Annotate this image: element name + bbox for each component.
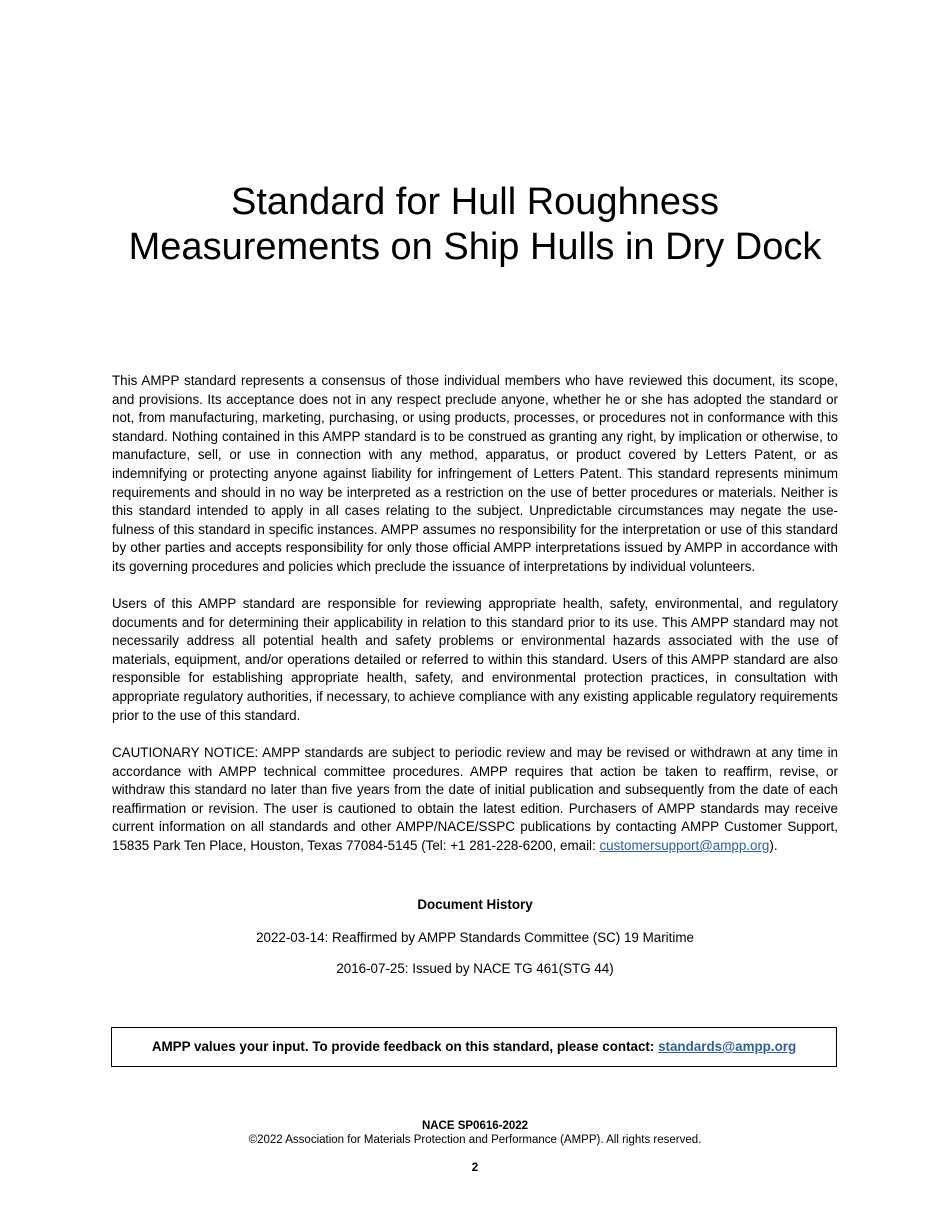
document-history-heading: Document History [417, 897, 533, 912]
title-line-2: Measurements on Ship Hulls in Dry Dock [128, 226, 822, 268]
footer-document-code: NACE SP0616-2022 [421, 1120, 529, 1132]
standards-email-link[interactable]: standards@ampp.org [658, 1039, 797, 1054]
cautionary-notice-end: ). [769, 837, 778, 853]
page-number: 2 [471, 1162, 479, 1174]
document-title [0, 180, 950, 270]
feedback-box [111, 1027, 837, 1067]
user-responsibility-paragraph: Users of this AMPP standard are responsible for reviewing appropriate health, safety, environmental, and regulatory documents and for determining their applicability in relation to this standard prior to its use. This AMPP standard may not necessarily address all potential health and safety problems or environmental hazards associated with the use of materials, equipment, and/or operations detailed or referred to within this standard. Users of this AMPP standard are also responsible for establishing appropriate health, safety, and environmental protection practices, in consultation with appropriate regulatory authorities, if necessary, to achieve compliance with any existing applicable regulatory requirements prior to the use of this standard. [112, 596, 838, 723]
cautionary-notice-text: CAUTIONARY NOTICE: AMPP standards are subject to periodic review and may be revised or withdrawn at any time in accordance with AMPP technical committee procedures. AMPP requires that action be taken to reaffirm, revise, or withdraw this standard no later than five years from the date of initial publication and subsequently from the date of each reaffirmation or revision. The user is cautioned to obtain the latest edition. Purchasers of AMPP standards may receive current information on all standards and other AMPP/NACE/SSPC publications by contacting AMPP Customer Support, 15835 Park Ten Place, Houston, Texas 77084-5145 (Tel: +1 281-228-6200, email: [112, 745, 838, 853]
footer-copyright: ©2022 Association for Materials Protection and Performance (AMPP). All rights reserved. [248, 1134, 702, 1146]
disclaimer-paragraph: This AMPP standard represents a consensus of those individual members who have reviewed this document, its scope, and provisions. Its acceptance does not in any respect preclude anyone, whether he or she has adopted the standard or not, from manufacturing, marketing, purchasing, or using products, processes, or procedures not in conformance with this standard. Nothing contained in this AMPP standard is to be construed as granting any right, by implication or otherwise, to manufacture, sell, or use in connection with any method, apparatus, or product covered by Letters Patent, or as indemnifying or protecting anyone against liability for infringement of Letters Patent. This standard represents minimum requirements and should in no way be interpreted as a restriction on the use of better procedures or materials. Neither is this standard intended to apply in all cases relating to the subject. Unpredictable circumstances may negate the usefulness of this standard in specific instances. AMPP assumes no responsibility for the interpretation or use of this standard by other parties and accepts responsibility for only those official AMPP interpretations issued by AMPP in accordance with its governing procedures and policies which preclude the issuance of interpretations by individual volunteers. [112, 373, 838, 574]
feedback-text: AMPP values your input. To provide feedback on this standard, please contact: [151, 1039, 659, 1054]
title-line-1: Standard for Hull Roughness [231, 181, 719, 223]
cautionary-notice-paragraph [112, 744, 838, 856]
history-entry: 2022-03-14: Reaffirmed by AMPP Standards Committee (SC) 19 Maritime [256, 930, 694, 945]
customer-support-email-link[interactable]: customersupport@ampp.org [599, 837, 770, 853]
history-entry: 2016-07-25: Issued by NACE TG 461(STG 44) [336, 961, 614, 976]
